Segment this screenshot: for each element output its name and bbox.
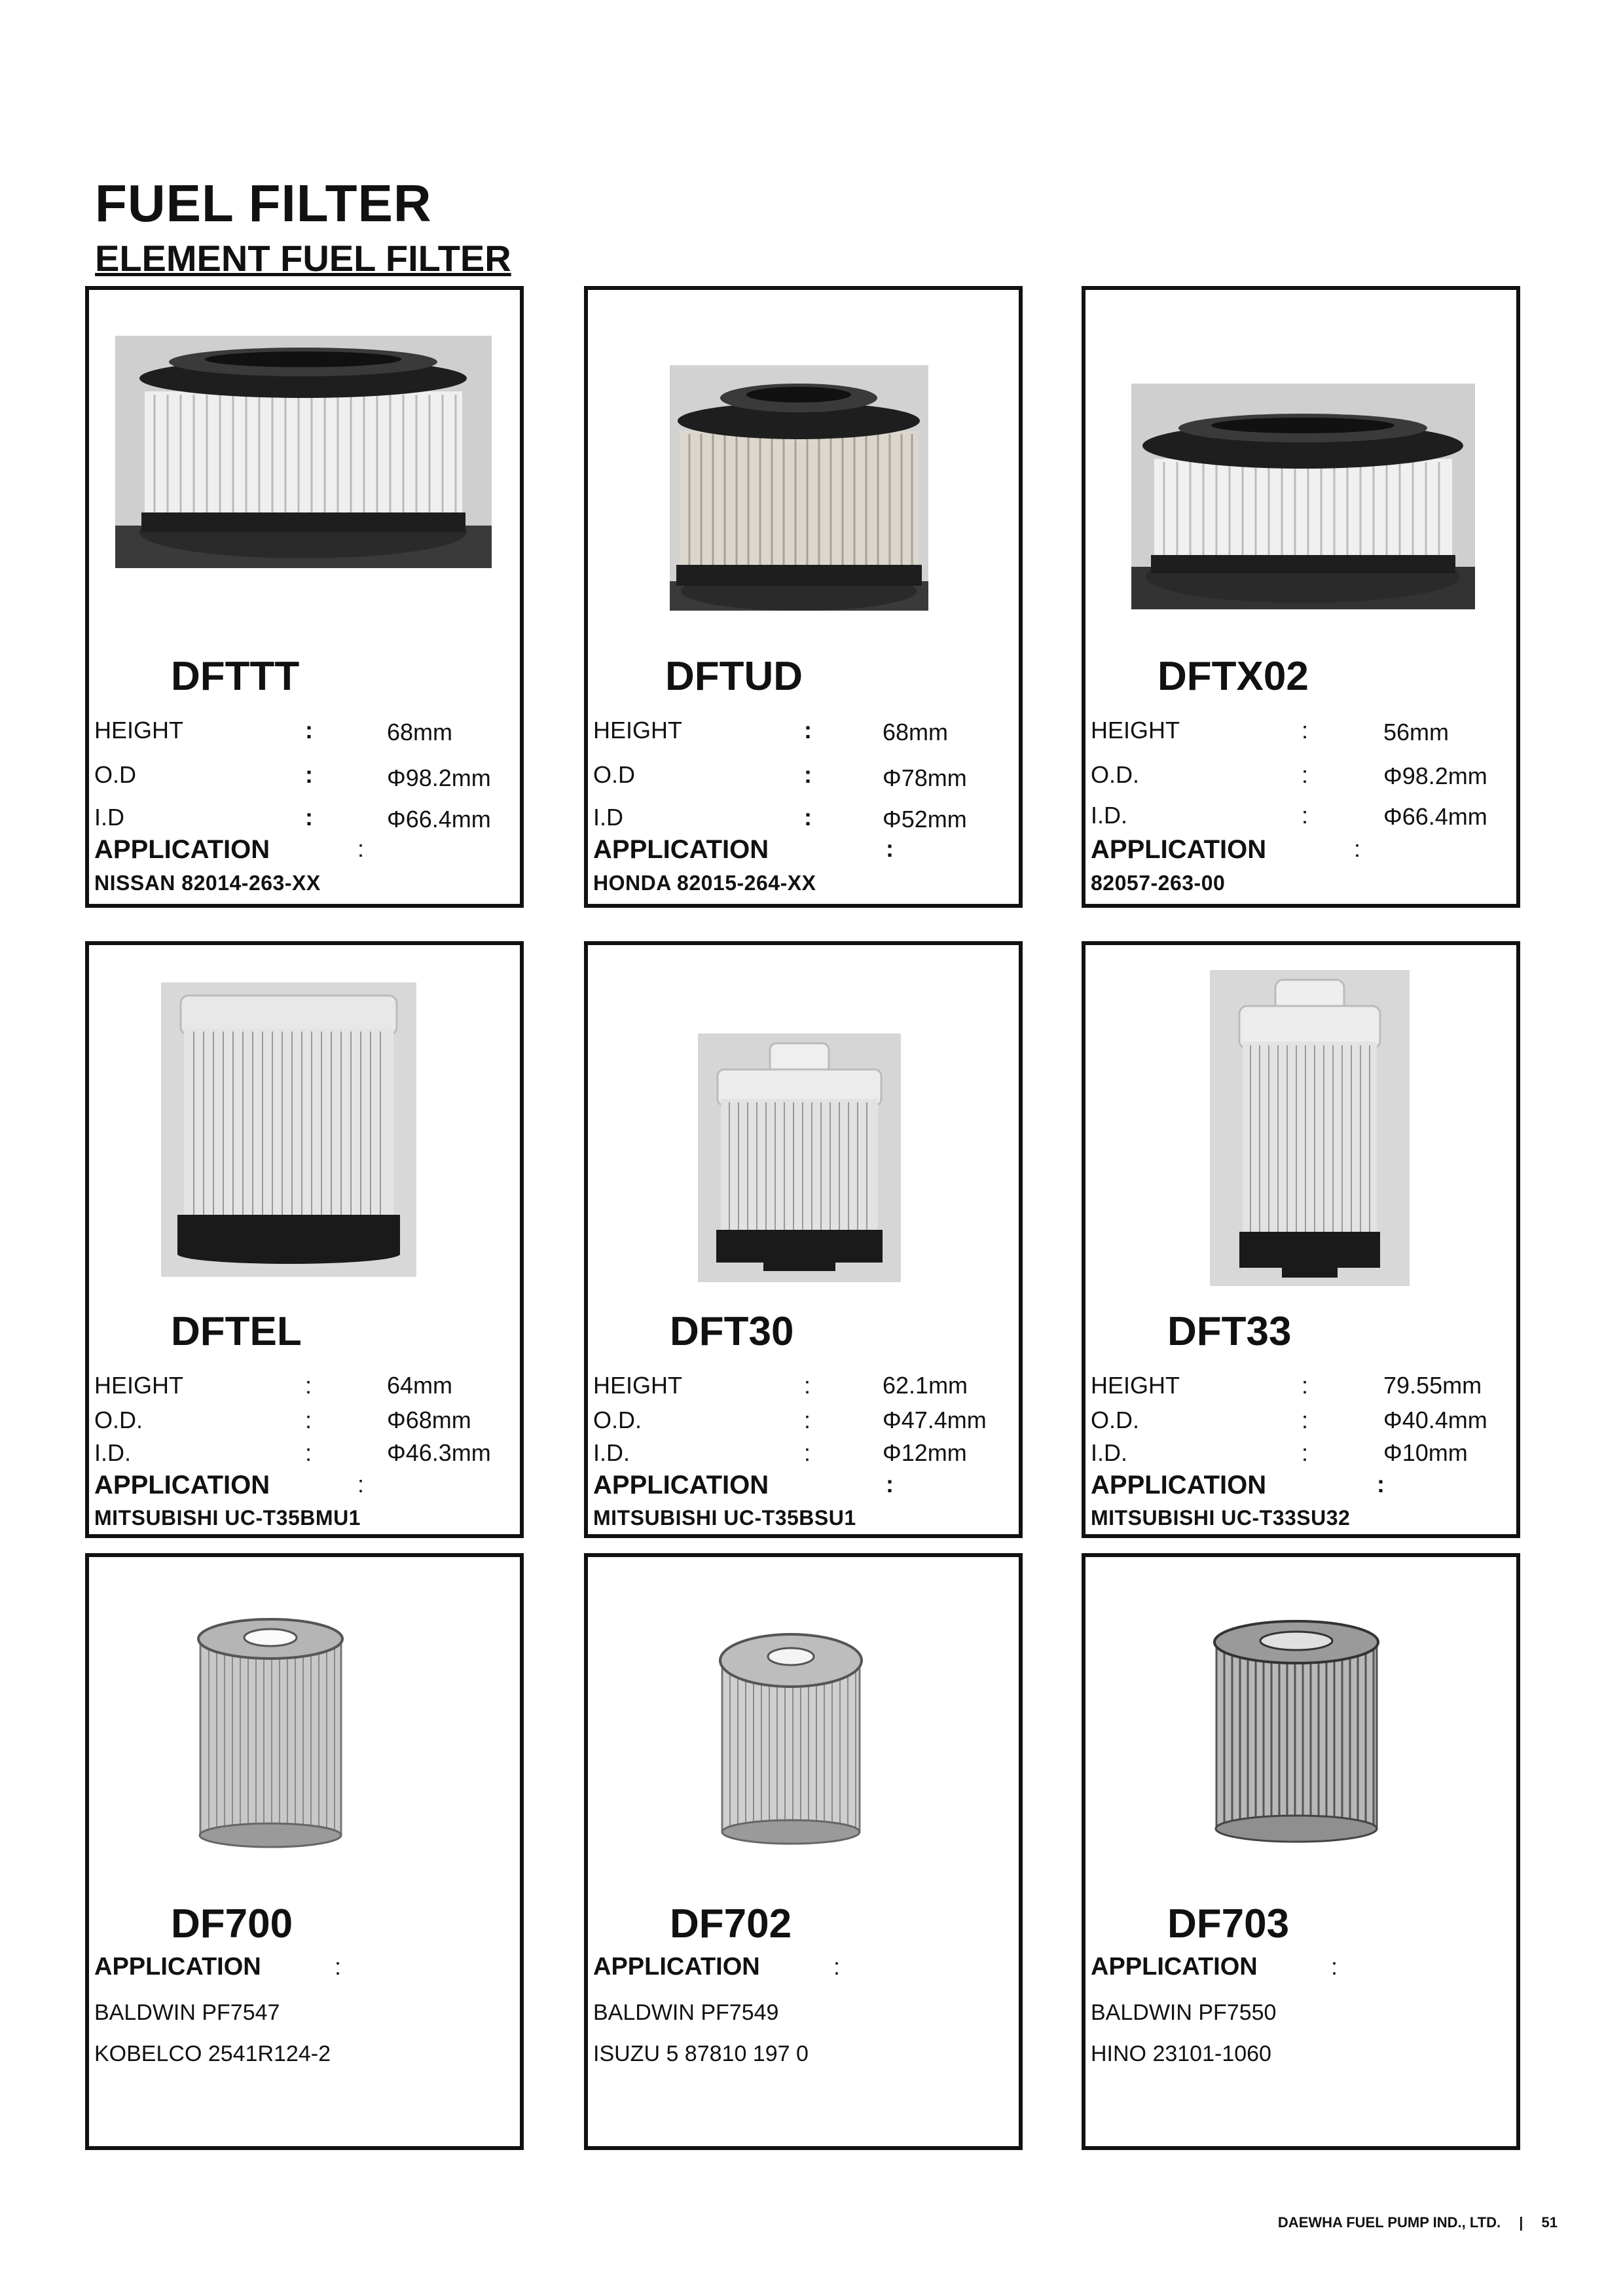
- application-value: HONDA 82015-264-XX: [593, 871, 816, 895]
- id-label: I.D: [94, 804, 125, 831]
- od-label: O.D: [593, 761, 636, 788]
- height-value: 68mm: [883, 719, 949, 745]
- colon: :: [804, 717, 812, 744]
- colon: :: [1331, 1953, 1338, 1980]
- od-label: O.D.: [94, 1407, 143, 1433]
- height-label: HEIGHT: [593, 717, 683, 744]
- application-label: APPLICATION: [94, 1471, 270, 1499]
- height-value: 56mm: [1383, 719, 1450, 745]
- product-card-dfttt: [85, 286, 524, 908]
- application-value: HINO 23101-1060: [1091, 2041, 1271, 2066]
- colon: :: [357, 835, 365, 862]
- application-value: KOBELCO 2541R124-2: [94, 2041, 331, 2066]
- colon: :: [335, 1953, 342, 1980]
- colon: :: [804, 761, 812, 788]
- id-label: I.D.: [94, 1439, 132, 1466]
- product-card-df700: [85, 1553, 524, 2150]
- id-label: I.D: [593, 804, 624, 831]
- colon: :: [357, 1471, 365, 1498]
- page-title: FUEL FILTER: [95, 174, 432, 232]
- product-card-df702: [584, 1553, 1023, 2150]
- filter-photo: [1210, 970, 1410, 1286]
- model-name: DF703: [1167, 1901, 1290, 1946]
- colon: :: [1354, 835, 1361, 862]
- height-label: HEIGHT: [94, 1372, 184, 1399]
- od-label: O.D.: [1091, 1407, 1140, 1433]
- colon: :: [886, 1471, 894, 1498]
- colon: :: [305, 717, 313, 744]
- application-value: MITSUBISHI UC-T35BSU1: [593, 1506, 856, 1530]
- id-value: Φ66.4mm: [387, 806, 491, 833]
- colon: :: [804, 1407, 811, 1433]
- application-label: APPLICATION: [1091, 1953, 1258, 1981]
- od-value: Φ40.4mm: [1383, 1407, 1487, 1433]
- product-card-dftx02: [1082, 286, 1520, 908]
- product-card-dftud: [584, 286, 1023, 908]
- application-value: MITSUBISHI UC-T35BMU1: [94, 1506, 361, 1530]
- filter-photo: [670, 365, 928, 611]
- product-card-dft30: [584, 941, 1023, 1538]
- filter-photo: [1210, 1616, 1383, 1848]
- application-label: APPLICATION: [593, 1953, 760, 1981]
- model-name: DF702: [670, 1901, 792, 1946]
- page-footer: [1278, 2214, 1558, 2231]
- od-label: O.D: [94, 761, 137, 788]
- od-value: Φ47.4mm: [883, 1407, 987, 1433]
- id-label: I.D.: [593, 1439, 630, 1466]
- model-name: DFTEL: [171, 1309, 302, 1354]
- page-number: 51: [1541, 2214, 1558, 2231]
- product-card-df703: [1082, 1553, 1520, 2150]
- colon: :: [886, 835, 894, 862]
- application-label: APPLICATION: [94, 1953, 261, 1981]
- height-label: HEIGHT: [1091, 717, 1180, 744]
- filter-photo: [161, 982, 416, 1277]
- colon: :: [1302, 802, 1309, 829]
- colon: :: [1302, 1439, 1309, 1466]
- model-name: DF700: [171, 1901, 293, 1946]
- application-value: BALDWIN PF7550: [1091, 2000, 1277, 2025]
- application-label: APPLICATION: [1091, 835, 1267, 864]
- od-value: Φ78mm: [883, 764, 967, 791]
- filter-photo: [716, 1629, 866, 1848]
- filter-photo: [698, 1033, 901, 1282]
- application-label: APPLICATION: [94, 835, 270, 864]
- company-name: DAEWHA FUEL PUMP IND., LTD.: [1277, 2214, 1501, 2231]
- height-value: 79.55mm: [1383, 1372, 1482, 1399]
- filter-photo: [191, 1613, 351, 1852]
- id-value: Φ46.3mm: [387, 1439, 491, 1466]
- filter-photo: [115, 336, 492, 568]
- colon: :: [1302, 1407, 1309, 1433]
- footer-separator: |: [1519, 2214, 1523, 2231]
- height-value: 68mm: [387, 719, 453, 745]
- colon: :: [1377, 1471, 1385, 1498]
- model-name: DFT30: [670, 1309, 794, 1354]
- model-name: DFTUD: [665, 654, 803, 699]
- model-name: DFTTT: [171, 654, 300, 699]
- od-label: O.D.: [593, 1407, 642, 1433]
- colon: :: [1302, 1372, 1309, 1399]
- colon: :: [305, 1407, 312, 1433]
- colon: :: [804, 1439, 811, 1466]
- colon: :: [305, 1372, 312, 1399]
- id-value: Φ12mm: [883, 1439, 967, 1466]
- application-value: BALDWIN PF7547: [94, 2000, 280, 2025]
- height-label: HEIGHT: [593, 1372, 683, 1399]
- application-value: NISSAN 82014-263-XX: [94, 871, 321, 895]
- application-value: 82057-263-00: [1091, 871, 1226, 895]
- od-value: Φ98.2mm: [387, 764, 491, 791]
- application-label: APPLICATION: [593, 1471, 769, 1499]
- application-label: APPLICATION: [1091, 1471, 1267, 1499]
- id-label: I.D.: [1091, 802, 1128, 829]
- height-label: HEIGHT: [94, 717, 184, 744]
- id-value: Φ66.4mm: [1383, 803, 1487, 830]
- colon: :: [305, 1439, 312, 1466]
- height-value: 64mm: [387, 1372, 453, 1399]
- application-value: MITSUBISHI UC-T33SU32: [1091, 1506, 1351, 1530]
- application-value: BALDWIN PF7549: [593, 2000, 779, 2025]
- application-value: ISUZU 5 87810 197 0: [593, 2041, 809, 2066]
- colon: :: [804, 1372, 811, 1399]
- id-value: Φ10mm: [1383, 1439, 1468, 1466]
- filter-photo: [1131, 384, 1475, 609]
- product-card-dftel: [85, 941, 524, 1538]
- colon: :: [804, 804, 812, 831]
- colon: :: [1302, 761, 1309, 788]
- model-name: DFT33: [1167, 1309, 1292, 1354]
- colon: :: [833, 1953, 841, 1980]
- id-label: I.D.: [1091, 1439, 1128, 1466]
- height-label: HEIGHT: [1091, 1372, 1180, 1399]
- od-value: Φ68mm: [387, 1407, 471, 1433]
- model-name: DFTX02: [1158, 654, 1309, 699]
- colon: :: [305, 804, 313, 831]
- product-card-dft33: [1082, 941, 1520, 1538]
- height-value: 62.1mm: [883, 1372, 968, 1399]
- od-label: O.D.: [1091, 761, 1140, 788]
- id-value: Φ52mm: [883, 806, 967, 833]
- colon: :: [1302, 717, 1309, 744]
- application-label: APPLICATION: [593, 835, 769, 864]
- colon: :: [305, 761, 313, 788]
- page-subtitle: ELEMENT FUEL FILTER: [95, 238, 511, 279]
- od-value: Φ98.2mm: [1383, 762, 1487, 789]
